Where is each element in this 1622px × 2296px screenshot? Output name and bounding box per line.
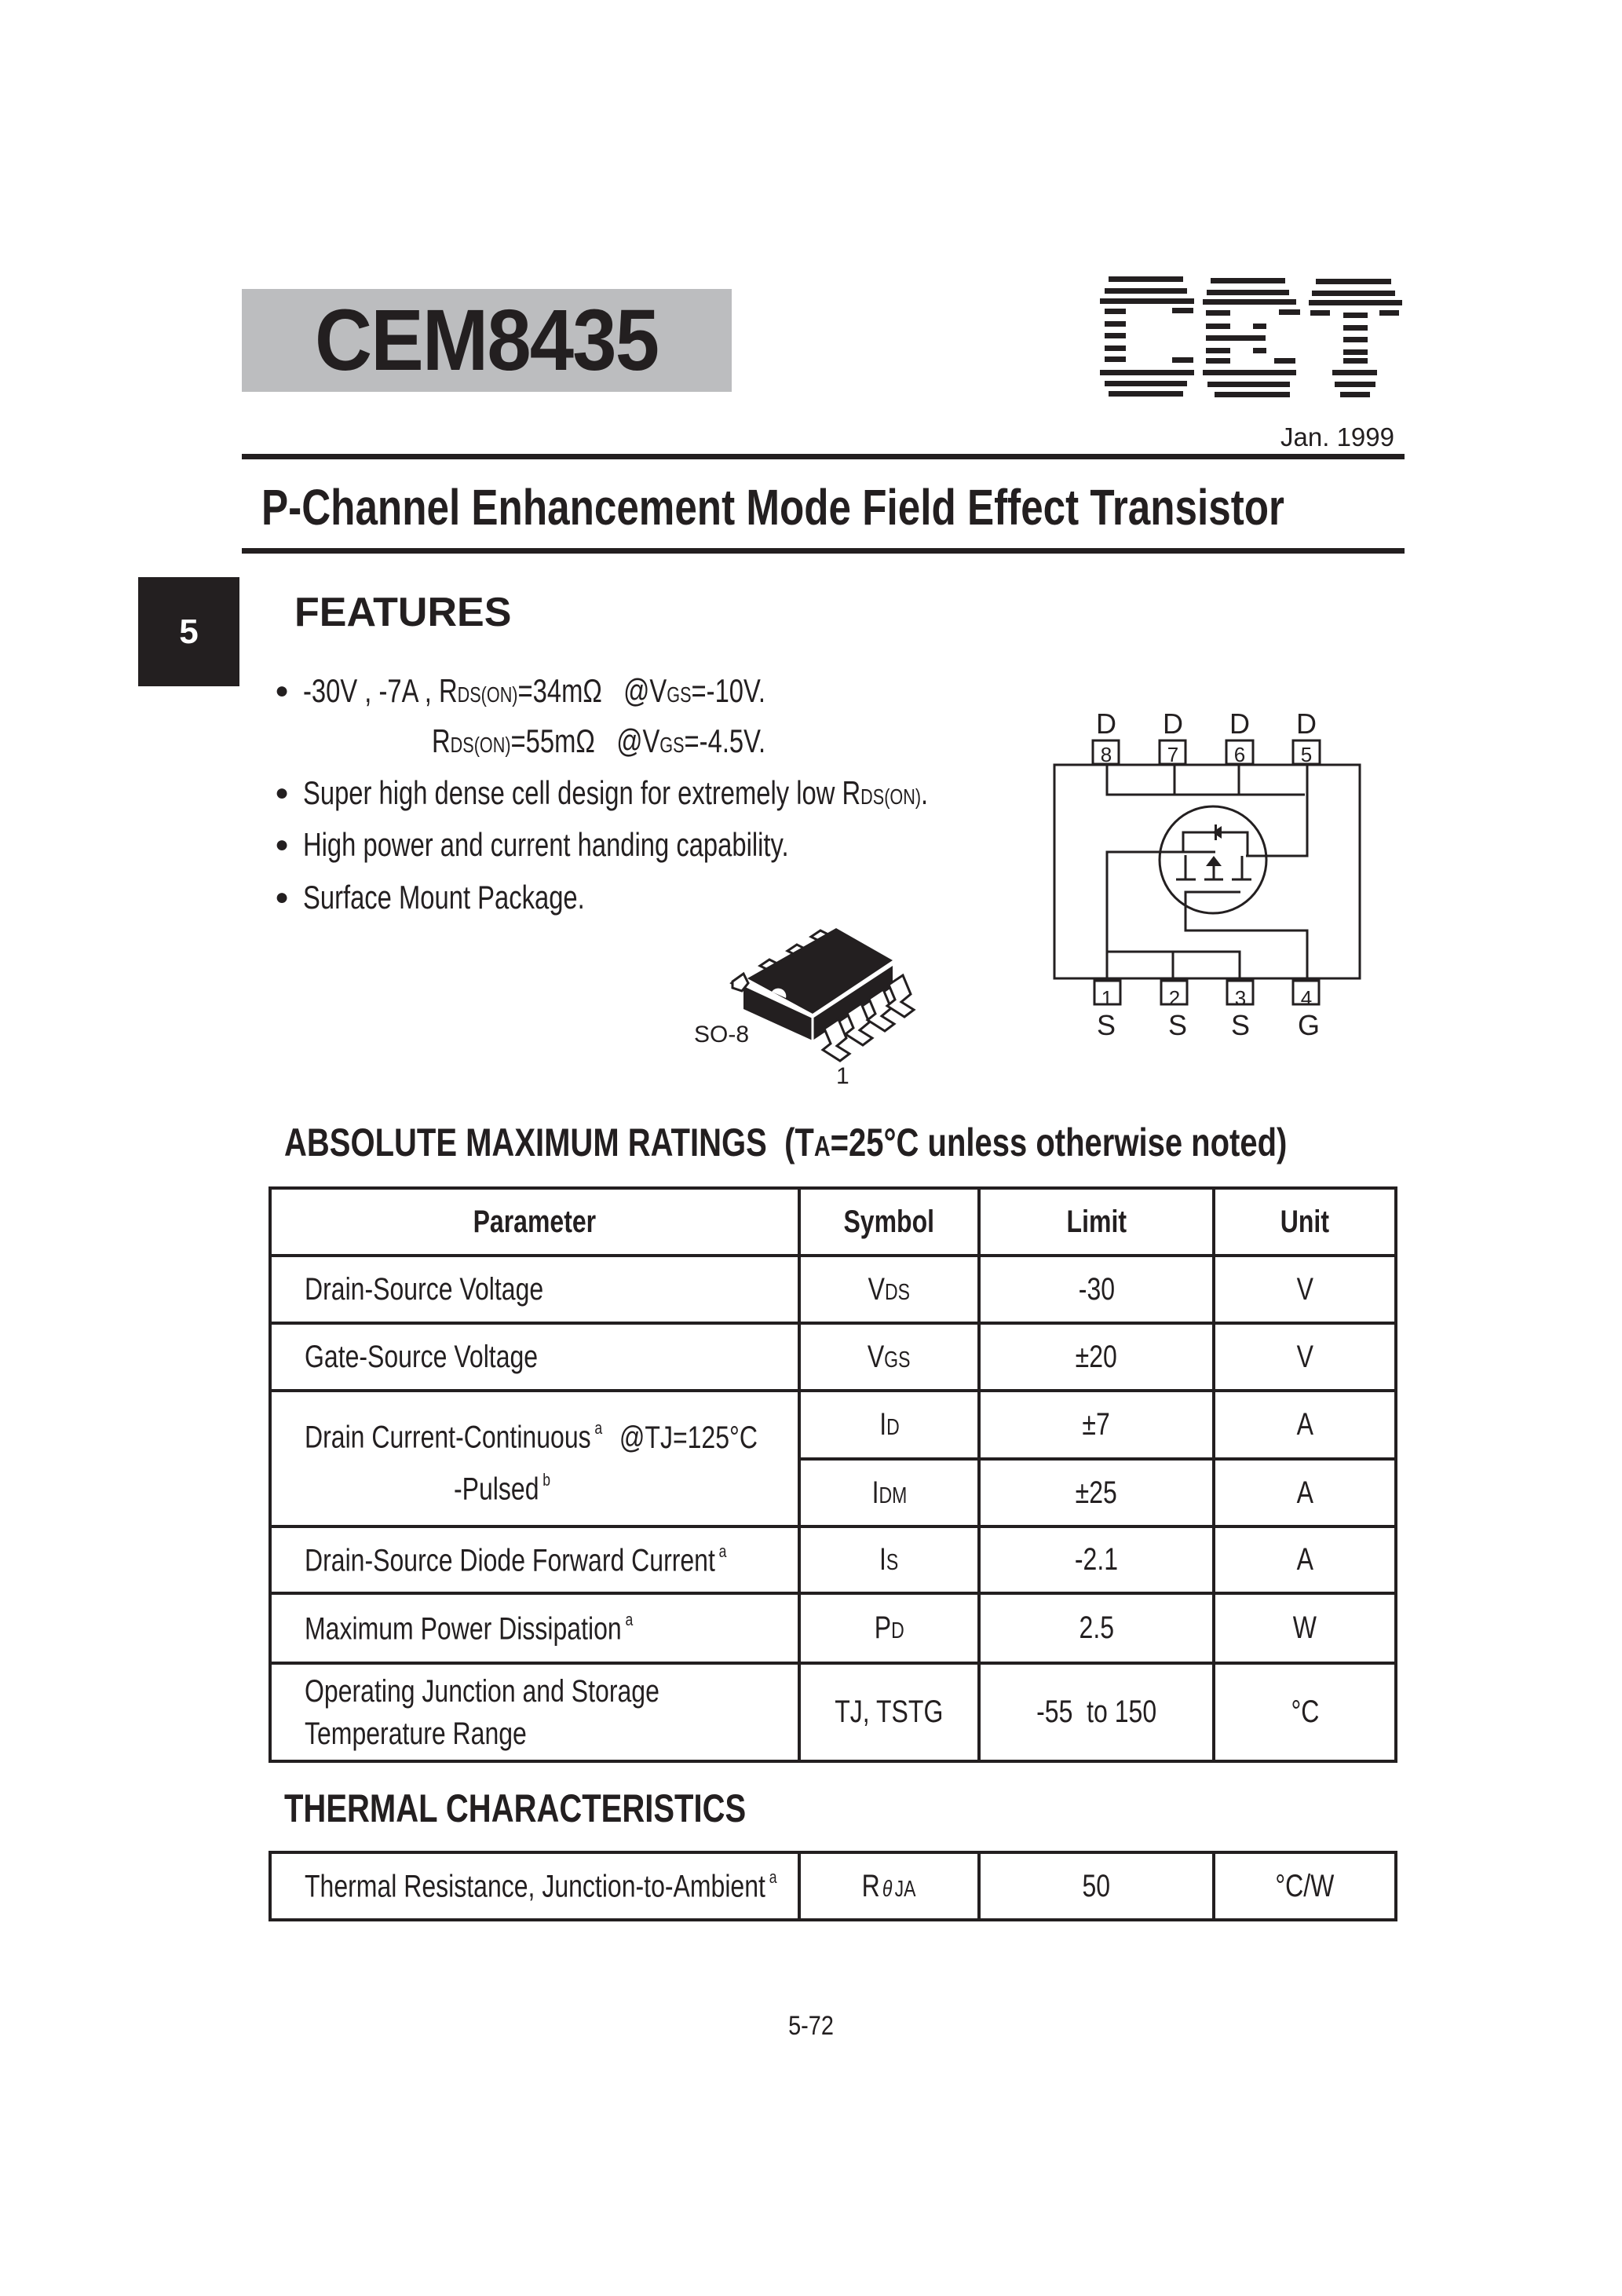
parameter-cell: Maximum Power Dissipation $^a$: [270, 1593, 799, 1663]
subscript: DS(ON): [450, 733, 511, 757]
part-number-text: CEM8435: [315, 292, 659, 389]
limit-cell: ±20: [979, 1323, 1214, 1391]
limit-cell: ±7: [979, 1391, 1214, 1459]
pin-name: D: [1096, 707, 1116, 740]
limit-cell: ±25: [979, 1459, 1214, 1526]
table-row: [270, 1323, 1396, 1391]
pin-number: 7: [1167, 743, 1179, 766]
pin-number: 3: [1234, 986, 1247, 1010]
pin-number: 6: [1233, 743, 1246, 766]
feature-text: R: [432, 722, 451, 759]
thermal-heading: [284, 1787, 861, 1830]
col-header-unit: Unit: [1214, 1188, 1396, 1256]
table-row: [270, 1391, 1396, 1459]
symbol-cell: PD: [799, 1593, 979, 1663]
pin-name: G: [1297, 1009, 1321, 1041]
feature-text: =55mΩ @V: [510, 722, 660, 759]
symbol-cell: TJ, TSTG: [799, 1663, 979, 1761]
symbol-cell: IS: [799, 1526, 979, 1593]
abs-max-table: [269, 1186, 1397, 1763]
feature-text: Super high dense cell design for extremely low R: [303, 774, 861, 811]
bullet-icon: ●: [275, 780, 290, 806]
bullet-icon: ●: [275, 884, 290, 910]
unit-cell: °C/W: [1214, 1852, 1396, 1920]
pin-name: S: [1230, 1009, 1251, 1041]
limit-cell: -30: [979, 1256, 1214, 1323]
table-header-row: [270, 1188, 1396, 1256]
limit-cell: -2.1: [979, 1526, 1214, 1593]
table-row: [270, 1852, 1396, 1920]
symbol-cell: R θ JA: [799, 1852, 979, 1920]
subscript: GS: [659, 733, 685, 757]
unit-cell: A: [1214, 1459, 1396, 1526]
features-heading: FEATURES: [294, 590, 512, 635]
pin-name: D: [1229, 707, 1250, 740]
package-label: SO-8: [694, 1022, 750, 1047]
release-date: Jan. 1999: [1280, 422, 1394, 452]
bullet-icon: ●: [275, 678, 290, 704]
subscript: GS: [667, 682, 692, 707]
pin-number: 8: [1100, 743, 1112, 766]
subscript: A: [813, 1130, 831, 1162]
pin-number: 4: [1300, 986, 1313, 1010]
table-row: [270, 1256, 1396, 1323]
limit-cell: -55 to 150: [979, 1663, 1214, 1761]
pin-number: 2: [1168, 986, 1181, 1010]
parameter-cell: Drain Current-Continuous $^a$ @TJ=125°C -Pulsed $^b$: [270, 1391, 799, 1526]
heading-text: ABSOLUTE MAXIMUM RATINGS: [284, 1121, 767, 1164]
limit-cell: 50: [979, 1852, 1214, 1920]
pin-name: S: [1096, 1009, 1116, 1041]
heading-text: THERMAL CHARACTERISTICS: [284, 1786, 747, 1830]
heading-condition: (T: [784, 1121, 814, 1164]
limit-cell: 2.5: [979, 1593, 1214, 1663]
col-header-parameter: Parameter: [270, 1188, 799, 1256]
feature-text: High power and current handing capability.: [303, 826, 789, 863]
so8-package-icon: [675, 911, 942, 1099]
col-header-limit: Limit: [979, 1188, 1214, 1256]
header-rule-bottom: [242, 548, 1405, 554]
section-tab: 5: [138, 577, 239, 686]
parameter-cell: Gate-Source Voltage: [270, 1323, 799, 1391]
pin1-label: 1: [836, 1063, 849, 1089]
parameter-cell: Operating Junction and Storage Temperature Range: [270, 1663, 799, 1761]
symbol-cell: VGS: [799, 1323, 979, 1391]
parameter-cell: Thermal Resistance, Junction-to-Ambient $^a$: [270, 1852, 799, 1920]
subscript: DS(ON): [860, 784, 922, 809]
pin-name: S: [1167, 1009, 1188, 1041]
parameter-cell: Drain-Source Voltage: [270, 1256, 799, 1323]
feature-text: =34mΩ @V: [517, 672, 667, 709]
document-title: [261, 481, 1540, 534]
unit-cell: V: [1214, 1323, 1396, 1391]
feature-text: .: [921, 774, 929, 811]
thermal-table: [269, 1851, 1397, 1921]
symbol-cell: IDM: [799, 1459, 979, 1526]
pin-name: D: [1163, 707, 1183, 740]
subscript: DS(ON): [457, 682, 518, 707]
feature-text: -30V , -7A , R: [303, 672, 458, 709]
page-number-text: 5-72: [788, 2011, 834, 2041]
table-row: [270, 1526, 1396, 1593]
unit-cell: W: [1214, 1593, 1396, 1663]
parameter-cell: Drain-Source Diode Forward Current $^a$: [270, 1526, 799, 1593]
table-row: [270, 1663, 1396, 1761]
table-row: [270, 1593, 1396, 1663]
cet-logo-icon: [1100, 276, 1403, 397]
symbol-cell: VDS: [799, 1256, 979, 1323]
heading-condition: =25°C unless otherwise noted): [830, 1121, 1288, 1164]
unit-cell: V: [1214, 1256, 1396, 1323]
pinout-diagram-icon: [1044, 699, 1390, 1052]
bullet-icon: ●: [275, 832, 290, 857]
col-header-symbol: Symbol: [799, 1188, 979, 1256]
feature-text: =-10V.: [691, 672, 765, 709]
pin-number: 5: [1300, 743, 1313, 766]
unit-cell: A: [1214, 1391, 1396, 1459]
feature-text: =-4.5V.: [684, 722, 766, 759]
unit-cell: °C: [1214, 1663, 1396, 1761]
abs-max-heading: [284, 1121, 1538, 1168]
header-rule-top: [242, 454, 1405, 459]
pin-number: 1: [1101, 986, 1113, 1010]
unit-cell: A: [1214, 1526, 1396, 1593]
pin-name: D: [1296, 707, 1317, 740]
symbol-cell: ID: [799, 1391, 979, 1459]
part-number: [242, 289, 732, 392]
feature-text: Surface Mount Package.: [303, 879, 585, 916]
document-title-text: P-Channel Enhancement Mode Field Effect Transistor: [261, 479, 1284, 536]
page-number: [0, 2013, 1622, 2039]
